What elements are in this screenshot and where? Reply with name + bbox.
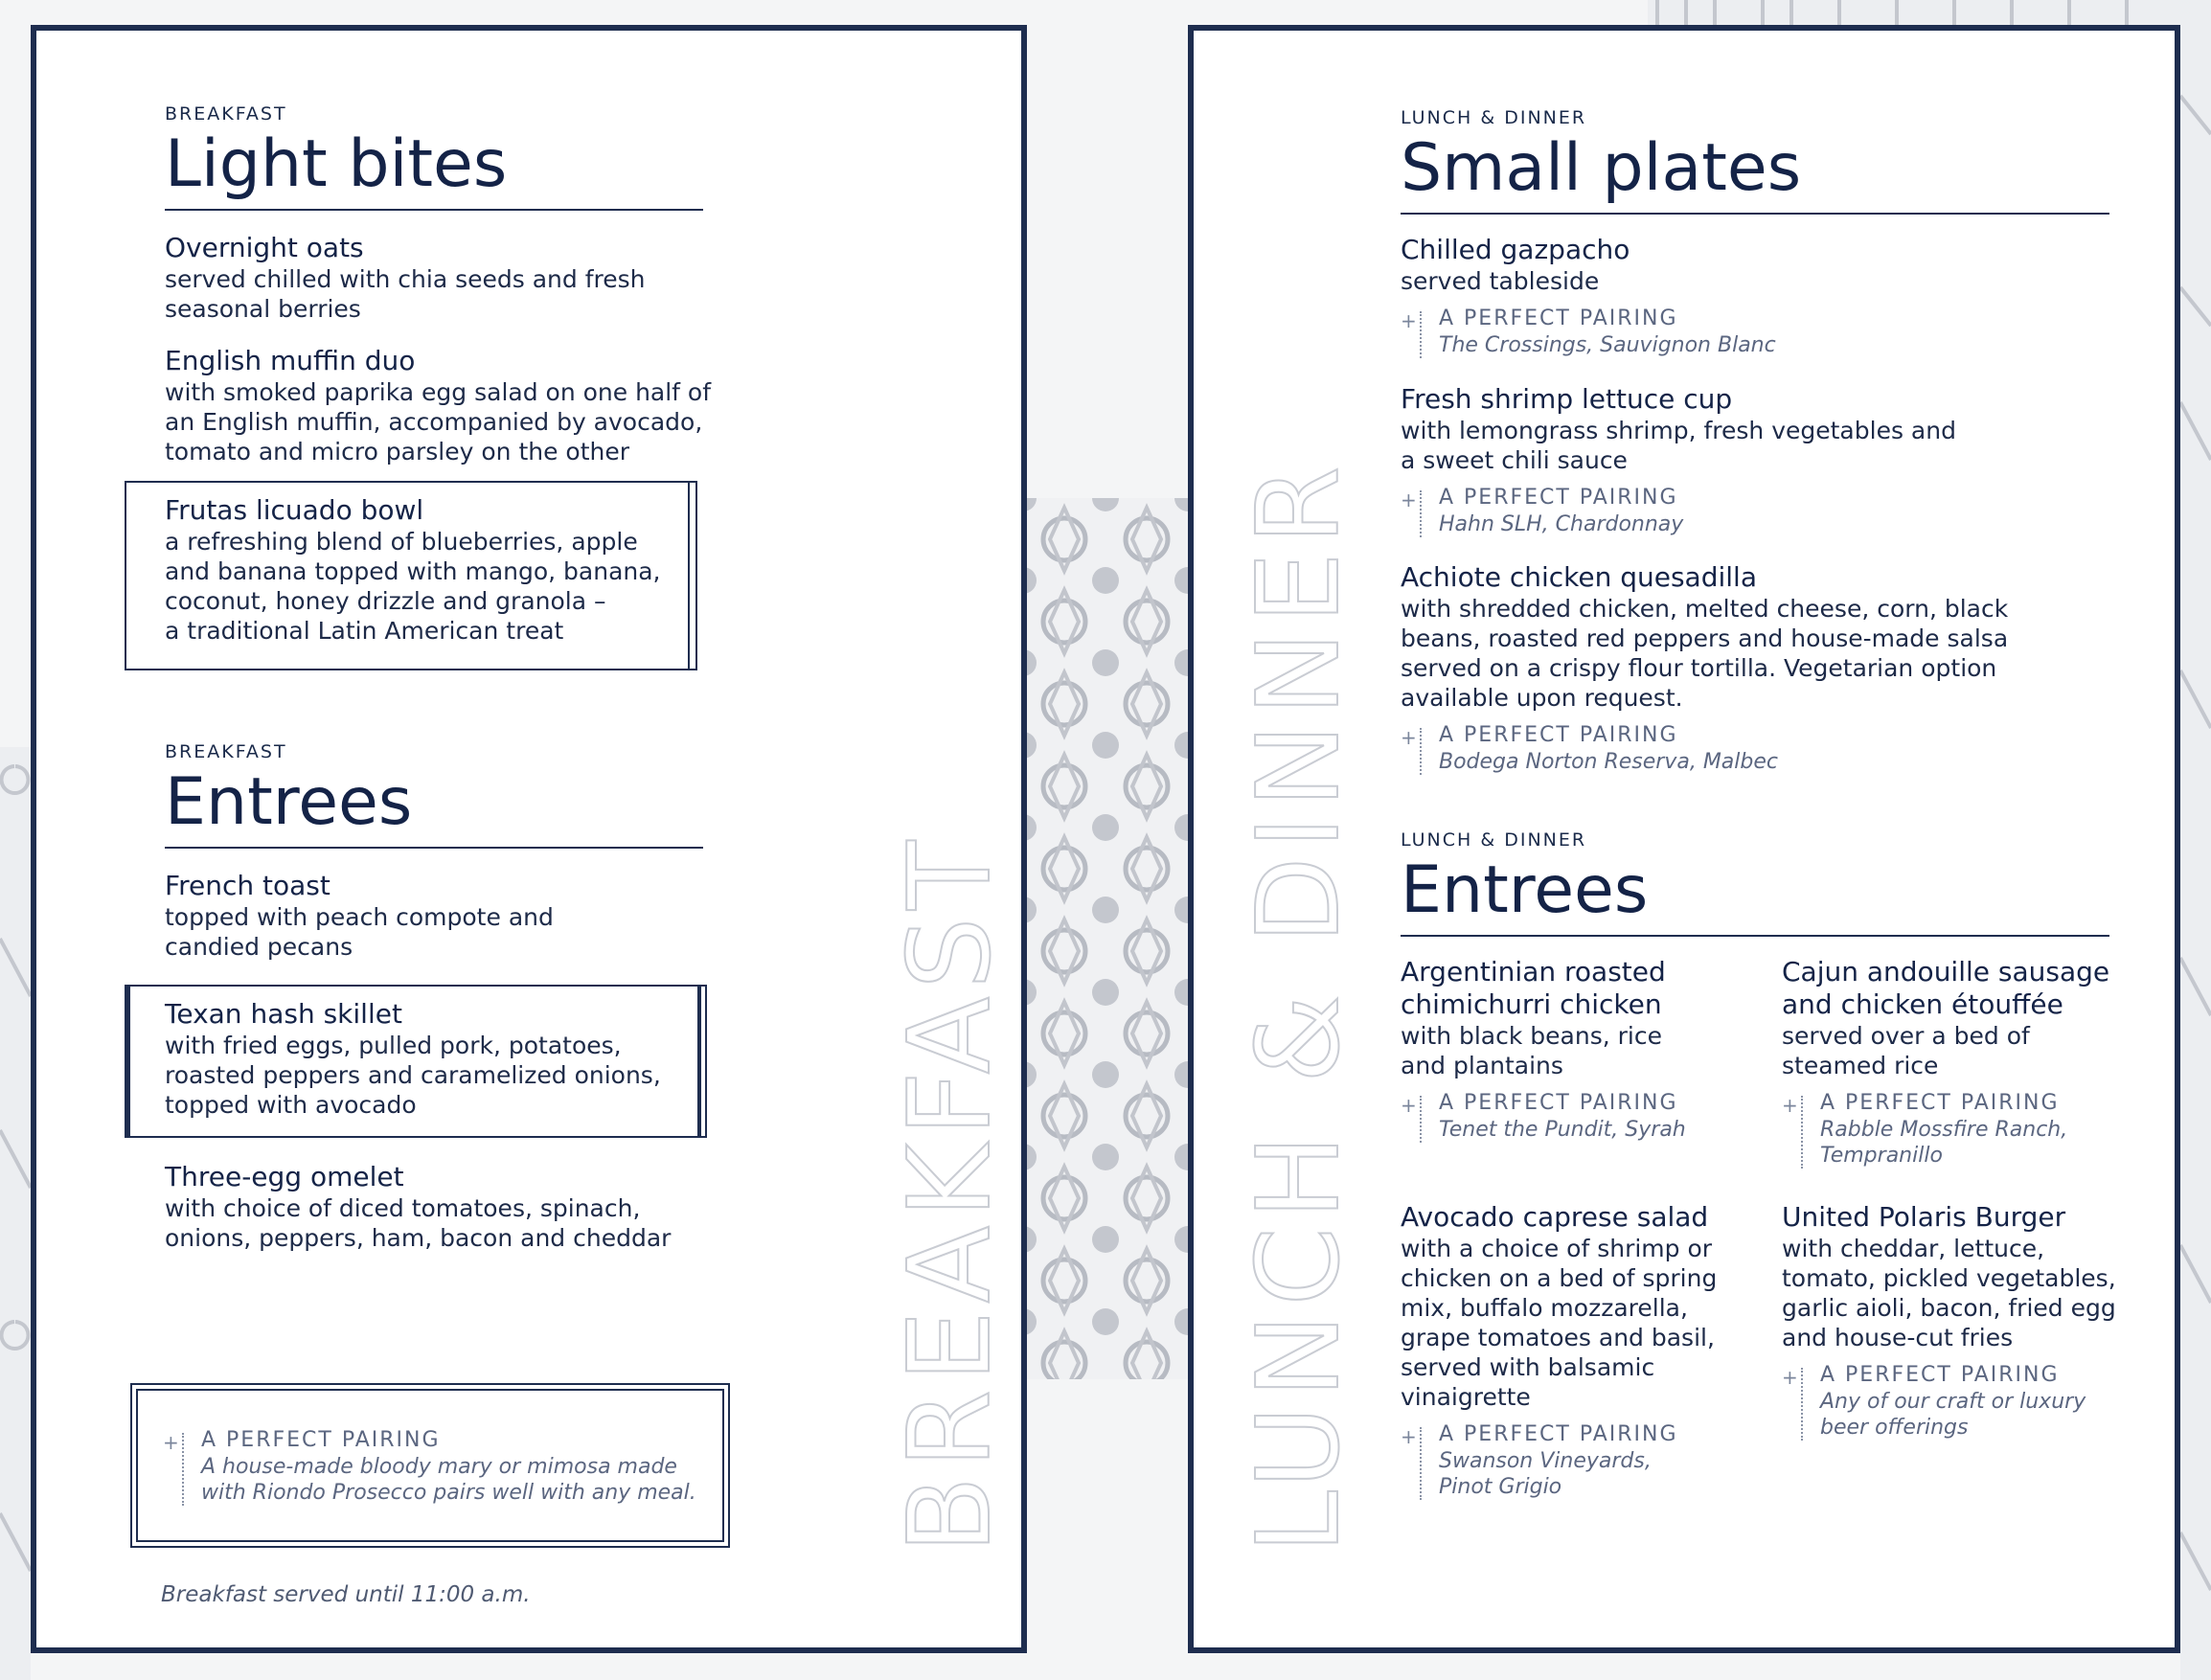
pairing-label: A PERFECT PAIRING [1439, 1091, 1678, 1115]
menu-item-desc: with lemongrass shrimp, fresh vegetables and [1401, 417, 1956, 444]
menu-item-desc: chicken on a bed of spring [1401, 1264, 1718, 1292]
menu-item [165, 998, 682, 1120]
pairing-text: The Crossings, Sauvignon Blanc [1439, 333, 1776, 357]
menu-item-name: Fresh shrimp lettuce cup [1401, 383, 1733, 415]
menu-item-desc: topped with peach compote and [165, 903, 554, 931]
decorative-tile-pattern-left [0, 747, 31, 1680]
plus-icon: + [1401, 488, 1417, 511]
menu-item-desc: roasted peppers and caramelized onions, [165, 1061, 661, 1089]
menu-item-desc: served chilled with chia seeds and fresh [165, 265, 646, 293]
menu-item-name: and chicken étouffée [1782, 988, 2063, 1020]
breakfast-entrees-section [165, 741, 703, 849]
vertical-section-label: BREAKFAST [883, 832, 1015, 1554]
menu-item-desc: and house-cut fries [1782, 1324, 2014, 1351]
plus-icon: + [1401, 309, 1417, 332]
menu-item [1401, 561, 2109, 775]
menu-item-desc: steamed rice [1782, 1052, 1939, 1079]
dotted-divider [1420, 490, 1422, 537]
pairing-text: Pinot Grigio [1439, 1475, 1562, 1499]
section-eyebrow: BREAKFAST [165, 741, 287, 762]
section-eyebrow: LUNCH & DINNER [1401, 829, 1587, 851]
pairing-text: Tenet the Pundit, Syrah [1439, 1118, 1686, 1142]
dotted-divider [182, 1433, 184, 1506]
menu-item-desc: a sweet chili sauce [1401, 446, 1628, 474]
pairing-note [1401, 485, 2109, 537]
pairing-note [1401, 1421, 1755, 1500]
section-eyebrow: LUNCH & DINNER [1401, 107, 1587, 128]
menu-item-desc: coconut, honey drizzle and granola – [165, 587, 606, 615]
menu-item [1401, 234, 2109, 358]
pairing-label: A PERFECT PAIRING [1820, 1363, 2060, 1387]
pairing-box [130, 1383, 730, 1548]
pairing-label: A PERFECT PAIRING [1439, 723, 1678, 747]
section-divider [165, 847, 703, 849]
plus-icon: + [1782, 1366, 1798, 1389]
menu-item-desc: mix, buffalo mozzarella, [1401, 1294, 1688, 1322]
section-title: Entrees [165, 764, 413, 840]
dotted-divider [1801, 1096, 1803, 1169]
pairing-text: Bodega Norton Reserva, Malbec [1439, 750, 1778, 774]
plus-icon: + [1782, 1094, 1798, 1117]
section-divider [1401, 213, 2109, 215]
menu-item-desc: beans, roasted red peppers and house-made salsa [1401, 624, 2009, 652]
pairing-text: beer offerings [1820, 1416, 1969, 1440]
pairing-note [1401, 722, 2109, 775]
pairing-text: Tempranillo [1820, 1144, 1943, 1168]
section-divider [1401, 935, 2109, 937]
pairing-note [1401, 306, 2109, 358]
menu-item-desc: onions, peppers, ham, bacon and cheddar [165, 1224, 672, 1252]
menu-item-name: chimichurri chicken [1401, 988, 1662, 1020]
pairing-text: Rabble Mossfire Ranch, [1820, 1118, 2068, 1142]
menu-item-desc: garlic aioli, bacon, fried egg [1782, 1294, 2116, 1322]
section-eyebrow: BREAKFAST [165, 103, 287, 125]
featured-item-box [125, 481, 697, 670]
plus-icon: + [1401, 1094, 1417, 1117]
menu-item-name: English muffin duo [165, 345, 416, 376]
plus-icon: + [1401, 1425, 1417, 1448]
menu-item-desc: served with balsamic [1401, 1353, 1655, 1381]
menu-item [1401, 956, 1755, 1143]
vertical-section-label: LUNCH & DINNER [1232, 458, 1364, 1554]
small-plates-section [1401, 107, 2109, 215]
menu-item [1782, 1201, 2146, 1441]
menu-item-name: Argentinian roasted [1401, 956, 1666, 988]
menu-item [1401, 383, 2109, 537]
menu-item-desc: with cheddar, lettuce, [1782, 1235, 2045, 1262]
menu-item-desc: served tableside [1401, 267, 1600, 295]
section-title: Light bites [165, 126, 508, 202]
pairing-text: A house-made bloody mary or mimosa made [201, 1455, 677, 1479]
section-divider [165, 209, 703, 211]
decorative-tile-pattern-right [2180, 0, 2211, 1680]
menu-item-desc: with smoked paprika egg salad on one half of [165, 378, 712, 406]
menu-item-desc: with a choice of shrimp or [1401, 1235, 1713, 1262]
menu-item-desc: served over a bed of [1782, 1022, 2030, 1050]
menu-item-desc: an English muffin, accompanied by avocado, [165, 408, 703, 436]
section-title: Small plates [1401, 130, 1802, 206]
menu-item [165, 232, 740, 324]
lunch-dinner-menu-panel [1188, 25, 2180, 1653]
featured-item-box [125, 985, 707, 1138]
menu-item [1782, 956, 2136, 1169]
plus-icon: + [1401, 726, 1417, 749]
menu-item [165, 345, 759, 466]
lunch-entrees-section [1401, 829, 2109, 937]
service-hours-note: Breakfast served until 11:00 a.m. [161, 1582, 531, 1607]
pairing-label: A PERFECT PAIRING [1439, 486, 1678, 510]
menu-item-name: Avocado caprese salad [1401, 1201, 1709, 1233]
pairing-note [1782, 1362, 2146, 1441]
menu-item-desc: grape tomatoes and basil, [1401, 1324, 1715, 1351]
menu-item-name: Three-egg omelet [165, 1161, 404, 1192]
breakfast-menu-panel [31, 25, 1027, 1653]
decorative-tile-pattern [1023, 498, 1188, 1379]
menu-item-name: Frutas licuado bowl [165, 494, 424, 526]
pairing-label: A PERFECT PAIRING [1439, 1422, 1678, 1446]
menu-item-desc: with fried eggs, pulled pork, potatoes, [165, 1032, 622, 1059]
dotted-divider [1420, 1427, 1422, 1500]
menu-item [1401, 1201, 1755, 1500]
menu-item-desc: with choice of diced tomatoes, spinach, [165, 1194, 641, 1222]
menu-item-desc: a refreshing blend of blueberries, apple [165, 528, 638, 556]
menu-item-desc: a traditional Latin American treat [165, 617, 564, 645]
menu-item [165, 870, 740, 962]
menu-item-name: United Polaris Burger [1782, 1201, 2066, 1233]
menu-item-desc: topped with avocado [165, 1091, 417, 1119]
pairing-text: Swanson Vineyards, [1439, 1449, 1652, 1473]
menu-item-desc: and banana topped with mango, banana, [165, 557, 661, 585]
dotted-divider [1801, 1368, 1803, 1441]
pairing-note [1782, 1090, 2136, 1169]
menu-item-desc: tomato and micro parsley on the other [165, 438, 630, 465]
pairing-label: A PERFECT PAIRING [1439, 306, 1678, 330]
pairing-label: A PERFECT PAIRING [1820, 1091, 2060, 1115]
menu-item-name: Texan hash skillet [165, 998, 402, 1030]
menu-item-desc: candied pecans [165, 933, 353, 961]
menu-item-desc: tomato, pickled vegetables, [1782, 1264, 2116, 1292]
pairing-note [1401, 1090, 1755, 1143]
pairing-label: A PERFECT PAIRING [201, 1428, 441, 1452]
menu-item-name: French toast [165, 870, 331, 901]
pairing-text: Any of our craft or luxury [1820, 1390, 2086, 1414]
menu-item-desc: served on a crispy flour tortilla. Vegetarian option [1401, 654, 1997, 682]
pairing-text: Hahn SLH, Chardonnay [1439, 512, 1684, 536]
menu-item-name: Achiote chicken quesadilla [1401, 561, 1757, 593]
dotted-divider [1420, 1096, 1422, 1143]
dotted-divider [1420, 311, 1422, 358]
menu-item-desc: with black beans, rice [1401, 1022, 1662, 1050]
dotted-divider [1420, 728, 1422, 775]
menu-item-desc: available upon request. [1401, 684, 1683, 712]
pairing-text: with Riondo Prosecco pairs well with any meal. [201, 1481, 696, 1505]
menu-item [165, 1161, 740, 1253]
menu-item-name: Chilled gazpacho [1401, 234, 1630, 265]
plus-icon: + [163, 1431, 179, 1454]
menu-item-desc: and plantains [1401, 1052, 1563, 1079]
section-title: Entrees [1401, 852, 1649, 928]
decorative-tile-pattern-top [1648, 0, 2211, 25]
light-bites-section [165, 103, 703, 211]
menu-item-name: Overnight oats [165, 232, 364, 263]
menu-item-desc: vinaigrette [1401, 1383, 1531, 1411]
menu-item-name: Cajun andouille sausage [1782, 956, 2110, 988]
menu-item [165, 494, 682, 646]
menu-item-desc: with shredded chicken, melted cheese, corn, black [1401, 595, 2009, 623]
menu-item-desc: seasonal berries [165, 295, 361, 323]
pairing-note [163, 1427, 718, 1506]
